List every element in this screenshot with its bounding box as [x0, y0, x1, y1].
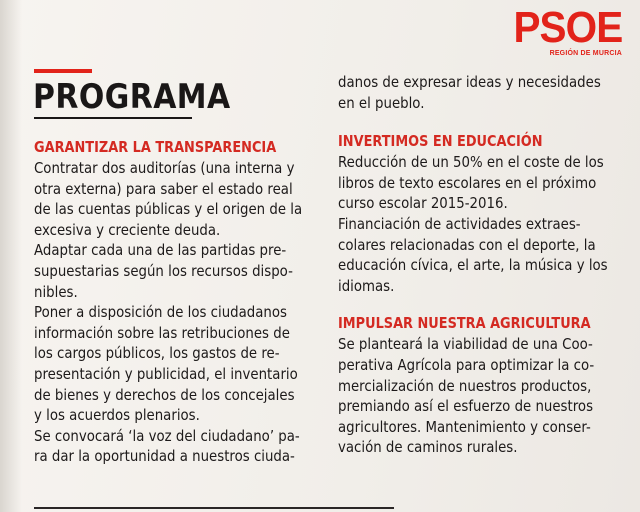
- psoe-logo: [504, 4, 622, 57]
- text-line: perativa Agrícola para optimizar la co-: [338, 355, 595, 374]
- text-line: en el pueblo.: [338, 93, 425, 112]
- text-line: supuestarias según los recursos dispo-: [34, 261, 293, 280]
- text-line: curso escolar 2015-2016.: [338, 194, 508, 213]
- text-line: de las cuentas públicas y el origen de la: [34, 200, 303, 219]
- text-line: premiando así el esfuerzo de nuestros: [338, 397, 594, 416]
- text-line: libros de texto escolares en el próximo: [338, 173, 597, 192]
- text-line: danos de expresar ideas y necesidades: [338, 73, 601, 91]
- text-line: Contratar dos auditorías (una interna y: [34, 159, 295, 177]
- title-accent-bar: [34, 69, 92, 73]
- logo-subtitle: REGIÓN DE MURCIA: [549, 50, 622, 57]
- text-line: Se planteará la viabilidad de una Coo-: [338, 335, 593, 354]
- text-line: de bienes y derechos de los concejales: [34, 385, 295, 404]
- text-line: colares relacionadas con el deporte, la: [338, 235, 596, 254]
- text-line: Poner a disposición de los ciudadanos: [34, 303, 287, 322]
- spacer: [338, 296, 628, 314]
- text-line: educación cívica, el arte, la música y los: [338, 256, 608, 275]
- text-line: agricultores. Mantenimiento y conser-: [338, 417, 591, 436]
- left-column: [34, 138, 324, 467]
- text-line: nibles.: [34, 282, 78, 301]
- section-heading-educacion: INVERTIMOS EN EDUCACIÓN: [338, 132, 543, 151]
- page-edge-shadow: [0, 0, 22, 512]
- right-column: [338, 72, 628, 458]
- logo-word: PSOE: [513, 3, 622, 52]
- title-underline: [34, 117, 192, 119]
- text-line: ra dar la oportunidad a nuestros ciuda-: [34, 447, 295, 466]
- text-line: vación de caminos rurales.: [338, 438, 518, 457]
- text-line: los cargos públicos, los gastos de re-: [34, 344, 280, 363]
- text-line: Adaptar cada una de las partidas pre-: [34, 241, 287, 260]
- footer-rule: [34, 507, 394, 509]
- spacer: [338, 113, 628, 132]
- text-line: y los acuerdos plenarios.: [34, 406, 200, 425]
- text-line: excesiva y creciente deuda.: [34, 220, 221, 239]
- text-line: mercialización de nuestros productos,: [338, 376, 592, 395]
- text-line: Reducción de un 50% en el coste de los: [338, 153, 604, 172]
- text-line: idiomas.: [338, 276, 395, 295]
- text-line: Se convocará ‘la voz del ciudadano’ pa-: [34, 426, 300, 445]
- text-line: Financiación de actividades extraes-: [338, 214, 581, 233]
- section-heading-transparencia: GARANTIZAR LA TRANSPARENCIA: [34, 138, 277, 156]
- text-line: presentación y publicidad, el inventario: [34, 364, 298, 383]
- text-line: otra externa) para saber el estado real: [34, 179, 293, 198]
- section-heading-agricultura: IMPULSAR NUESTRA AGRICULTURA: [338, 314, 591, 333]
- page-title: PROGRAMA: [33, 77, 231, 117]
- text-line: información sobre las retribuciones de: [34, 323, 290, 342]
